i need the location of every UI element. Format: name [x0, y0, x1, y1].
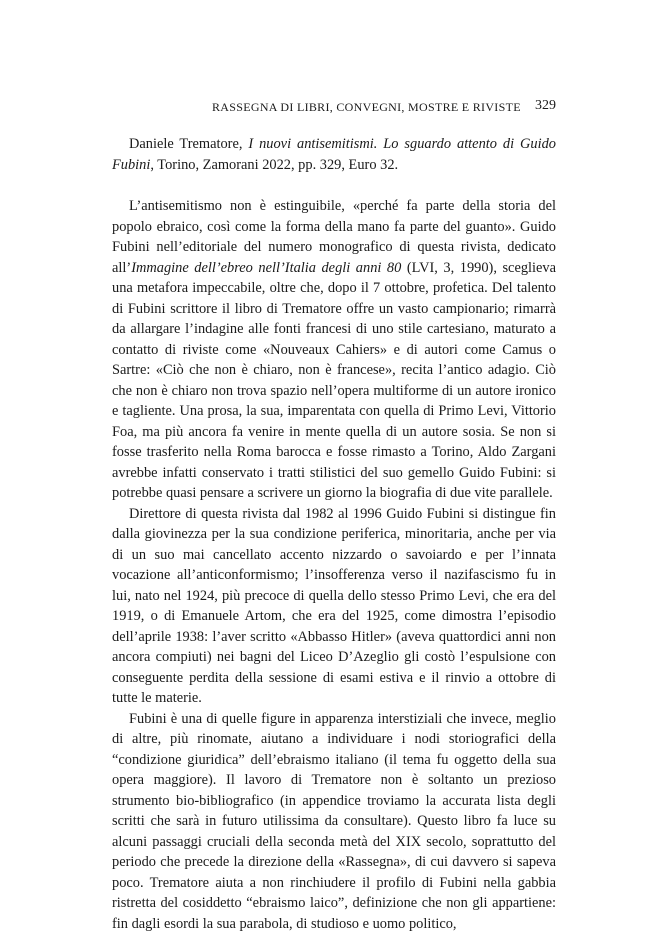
text-column: [112, 134, 556, 934]
citation-author: Daniele Trematore,: [129, 136, 248, 152]
page-number: 329: [535, 98, 556, 114]
citation-title: I nuovi antisemitismi. Lo sguardo attento di Guido Fubini: [112, 136, 556, 173]
paragraph-1: [112, 196, 556, 504]
paragraph-1-text-a: L’antisemitismo non è estinguibile, «perché fa parte della storia del popolo ebraico, così come la forma della mano fa parte del guanto». Guido Fubini nell’editoriale del numero monografico di questa rivista, dedicato all’: [112, 198, 556, 276]
running-head: RASSEGNA DI LIBRI, CONVEGNI, MOSTRE E RIVISTE: [212, 100, 521, 115]
paragraph-3: Fubini è una di quelle figure in apparenza interstiziali che invece, meglio di altre, più rinomate, aiutano a individuare i nodi storiografici della “condizione giuridica” dell’ebraismo italiano (il tema fu oggetto della sua opera maggiore). Il lavoro di Trematore non è soltanto un prezioso strumento bio-bibliografico (in appendice troviamo la accurata lista degli scritti che sarà in futuro utilissima da consultare). Questo libro fa luce su alcuni passaggi cruciali della seconda metà del XIX secolo, soprattutto del periodo che precede la direzione della «Rassegna», di cui davvero si sapeva poco. Trematore aiuta a non rinchiudere il profilo di Fubini nella gabbia ristretta del cosiddetto “ebraismo laico”, definizione che non gli appartiene: fin dagli esordi la sua parabola, di studioso e uomo politico,: [112, 709, 556, 934]
citation-details: , Torino, Zamorani 2022, pp. 329, Euro 32.: [150, 157, 398, 173]
paragraph-1-issue-title: Immagine dell’ebreo nell’Italia degli anni 80: [131, 260, 401, 276]
paragraph-2: Direttore di questa rivista dal 1982 al 1996 Guido Fubini si distingue fin dalla giovinezza per la sua condizione periferica, minoritaria, anche per via di un suo mai cancellato accento nizzardo o savoiardo e per l’innata vocazione all’anticonformismo; l’insofferenza verso il nazifascismo fu in lui, nato nel 1924, più precoce di quella dello stesso Primo Levi, che era del 1919, o di Emanuele Artom, che era del 1925, come dimostra l’episodio dell’aprile 1938: l’aver scritto «Abbasso Hitler» (aveva quattordici anni non ancora compiuti) nei bagni del Liceo D’Azeglio gli costò l’espulsione con conseguente perdita della sessione di esami estiva e il rinvio a ottobre di tutte le materie.: [112, 504, 556, 709]
book-citation: [112, 134, 556, 175]
paragraph-1-text-c: (LVI, 3, 1990), sceglieva una metafora impeccabile, oltre che, dopo il 7 ottobre, profetica. Del talento di Fubini scrittore il libro di Trematore offre un vasto campionario; rimarrà da allargare l’indagine alle fonti francesi di uno stile cartesiano, maturato a contatto di riviste come «Nouveaux Cahiers» e di autori come Camus o Sartre: «Ciò che non è chiaro, non è francese», recita l’antico adagio. Ciò che non è chiaro non trova spazio nell’opera multiforme di un autore ironico e tagliente. Una prosa, la sua, imparentata con quella di Primo Levi, Vittorio Foa, ma più ancora fa venire in mente quella di un autore sosia. Se non si fosse trasferito nella Roma barocca e fosse rimasto a Torino, Aldo Zargani avrebbe infatti conservato i tratti stilistici del suo gemello Guido Fubini: si potrebbe quasi pensare a scrivere un giorno la biografia di due vite parallele.: [112, 260, 556, 502]
